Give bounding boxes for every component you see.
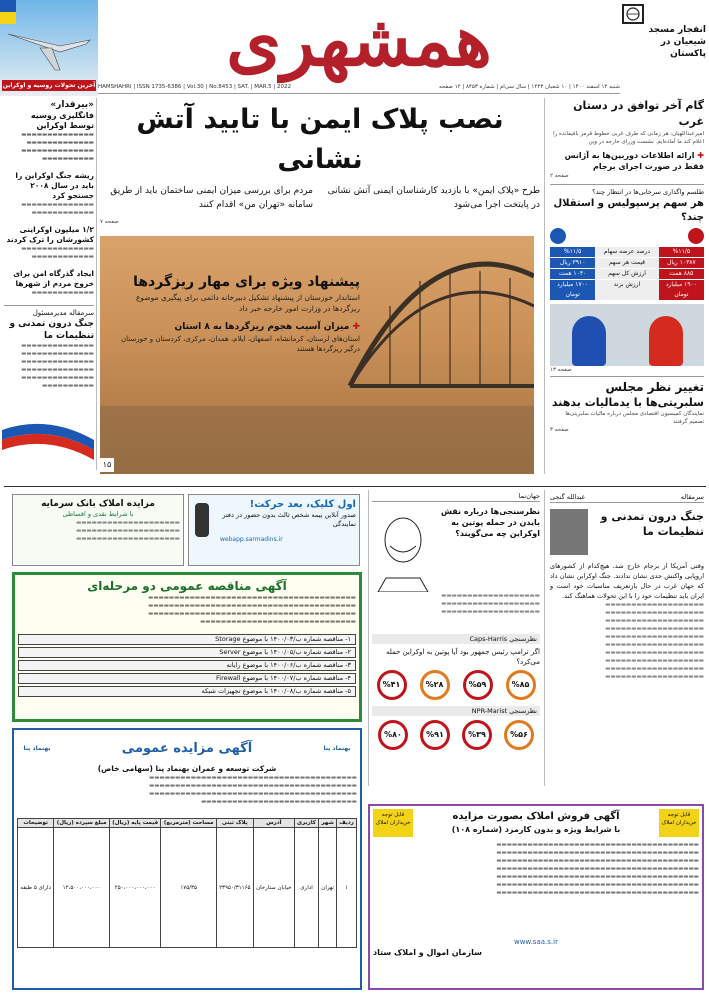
stats-row: ۸۸۵ همت ارزش کل سهم ۱۰۳۰ همت bbox=[550, 269, 704, 279]
rail-item-text: فانگلیری روسیه توسط اوکراین bbox=[30, 111, 94, 130]
poll-section: جهان‌نما نظرسنجی‌ها درباره نقش بایدن در حمله پوتین به اوکراین چه می‌گویند؟ ▬▬▬▬▬▬▬▬▬▬▬▬▬▬▬▬▬▬▬ ▬▬▬▬▬▬▬▬▬▬▬▬▬▬▬▬▬▬▬ ▬▬▬▬▬▬▬▬▬▬▬▬▬▬▬▬▬▬▬ نظرسنجی Caps-Harris اگر ترامپ رئیس جمهور بود آیا پوتین به اوکراین حمله می‌کرد؟ %۸۵ %۵۹ %۲۸ %۴۱ نظرسنجی NPR-Marist %۵۶ %۳۹ %۹۱ %۸۰ bbox=[372, 492, 540, 784]
sale-ad-website[interactable]: www.saa.s.ir bbox=[514, 938, 558, 946]
story2-title[interactable]: هر سهم پرسپولیس و استقلال چند؟ bbox=[553, 198, 704, 223]
bank-ad-title: مزایده املاک بانک سرمایه bbox=[41, 499, 155, 509]
brand-logo-right: بهنماد پنا bbox=[323, 744, 351, 752]
tender-title: آگهی مناقصه عمومی دو مرحله‌ای bbox=[87, 579, 287, 593]
left-rail: «بیرقدار» فانگلیری روسیه توسط اوکراین ▬▬▬▬▬▬▬▬▬▬▬▬▬▬ ▬▬▬▬▬▬▬▬▬▬▬▬▬ ▬▬▬▬▬▬▬▬▬▬▬▬▬▬ ▬▬▬▬▬▬▬▬▬▬ ریشه جنگ اوکراین را باید در سال ۲۰۰۸ جستجو کرد ▬▬▬▬▬▬▬▬▬▬▬▬▬▬ ▬▬▬▬▬▬▬▬▬▬▬▬ ۱/۲ میلیون اوکراینی کشورشان را ترک کردند ▬▬▬▬▬▬▬▬▬▬▬▬▬▬ ▬▬▬▬▬▬▬▬▬▬▬▬ ایجاد گذرگاه امن برای خروج مردم از شهرها ▬▬▬▬▬▬▬▬▬▬▬▬ سرمقاله مدیرمسئول جنگ درون تمدنی و تنظیمات ما ▬▬▬▬▬▬▬▬▬▬▬▬▬▬ ▬▬▬▬▬▬▬▬▬▬▬▬▬▬ ▬▬▬▬▬▬▬▬▬▬▬▬▬▬ ▬▬▬▬▬▬▬▬▬▬▬▬▬▬ ▬▬▬▬▬▬▬▬▬▬▬▬▬▬ ▬▬▬▬▬▬▬▬▬▬ bbox=[4, 98, 94, 470]
section-tag: جهان‌نما bbox=[372, 492, 540, 502]
tender-item: ۱- مناقصه شماره ب/۱۴۰۰/۰۳ با موضوع Storage bbox=[18, 634, 356, 645]
tender-item: ۵- مناقصه شماره ب/۱۴۰۰/۰۸ با موضوع تجهیزات شبکه bbox=[18, 686, 356, 697]
author-photo bbox=[550, 509, 588, 555]
lead-headline[interactable]: نصب پلاک ایمن با تایید آتش نشانی bbox=[136, 104, 504, 175]
poll1-quote: اگر ترامپ رئیس جمهور بود آیا پوتین به اوکراین حمله می‌کرد؟ bbox=[385, 648, 540, 666]
issue-line-persian: شنبه ۱۴ اسفند ۱۴۰۰ | ۱۰ شعبان ۱۴۴۳ | سال سی‌ام | شماره ۸۴۵۳ | ۱۲ صفحه bbox=[438, 84, 620, 90]
masthead bbox=[98, 2, 620, 84]
auction-table-header: ردیف شهر کاربری آدرس پلاک ثبتی مساحت (مترمربع) قیمت پایه (ریال) مبلغ سپرده (ریال) توضیحات bbox=[18, 819, 357, 828]
story3-title[interactable]: تغییر نظر مجلس bbox=[550, 376, 704, 395]
story1-text: امیرعبداللهیان: هر زمانی که طرف غربی خطوط قرمز باقیمانده را اعلام کند ما آماده‌ایم. نشست وزرای خارجه در وین bbox=[553, 131, 704, 145]
fan-red bbox=[649, 316, 683, 366]
poll-value: %۸۵ bbox=[506, 670, 536, 700]
tender-item: ۴- مناقصه شماره ب/۱۴۰۰/۰۷ با موضوع Firewall bbox=[18, 673, 356, 684]
photo-subtext: استان‌های لرستان، کرمانشاه، اصفهان، ایلام، همدان، مرکزی، کردستان و خوزستان درگیر ریزگردها هستند bbox=[120, 335, 360, 353]
poll-value: %۵۹ bbox=[463, 670, 493, 700]
table-row: ۱ تهران اداری خیابان ستارخان ۲۳۹۵۰/۳۱۱۶۵ ۱۷۵/۳۵ ۲۵۰،۰۰۰،۰۰۰،۰۰۰ ۱۲،۵۰۰،۰۰۰،۰۰۰ دارای ۵ طبقه bbox=[18, 828, 357, 948]
editorial-title: جنگ درون تمدنی و تنظیمات ما bbox=[9, 319, 94, 341]
insurance-ad-text: صدور آنلاین بیمه شخص ثالث بدون حضور در دفتر نمایندگی bbox=[222, 511, 356, 528]
rail-item-title: ایجاد گذرگاه امن برای خروج مردم از شهرها bbox=[13, 269, 94, 288]
story1-title[interactable]: گام آخر توافق در دستان غرب bbox=[573, 99, 704, 128]
sale-ad-title: آگهی فروش املاک بصورت مزایده bbox=[452, 811, 620, 822]
byline: عبدالله گنجی bbox=[550, 493, 586, 501]
editorial-title[interactable]: جنگ درون تمدنی و تنظیمات ما bbox=[600, 510, 704, 538]
editorial: سرمقاله عبدالله گنجی جنگ درون تمدنی و تنظیمات ما وقتی آمریکا از برجام خارج شد، هیچ‌کدام از کشورهای اروپایی واکنش جدی نشان ندادند. جنگ اوکراین نشان داد که جهان غرب در حال بازتعریف مناسبات خود است و ایران باید تنظیمات خود را با این تحولات هماهنگ کند. ▬▬▬▬▬▬▬▬▬▬▬▬▬▬▬▬▬▬▬ ▬▬▬▬▬▬▬▬▬▬▬▬▬▬▬▬▬▬▬ ▬▬▬▬▬▬▬▬▬▬▬▬▬▬▬▬▬▬▬ ▬▬▬▬▬▬▬▬▬▬▬▬▬▬▬▬▬▬▬ ▬▬▬▬▬▬▬▬▬▬▬▬▬▬▬▬▬▬▬ ▬▬▬▬▬▬▬▬▬▬▬▬▬▬▬▬▬▬▬ ▬▬▬▬▬▬▬▬▬▬▬▬▬▬▬▬▬▬▬ ▬▬▬▬▬▬▬▬▬▬▬▬▬▬▬▬▬▬▬ ▬▬▬▬▬▬▬▬▬▬▬▬▬▬▬▬▬▬▬ ▬▬▬▬▬▬▬▬▬▬▬▬▬▬▬▬▬▬▬ bbox=[550, 493, 704, 680]
stats-row: %۱۱/۵ درصد عرضه سهام %۱۱/۵ bbox=[550, 247, 704, 257]
auction-ad[interactable]: بهنماد پنا آگهی مزایده عمومی بهنماد پنا شرکت توسعه و عمران بهنماد پنا (سهامی خاص) ▬▬▬▬▬▬▬▬▬▬▬▬▬▬▬▬▬▬▬▬▬▬▬▬▬▬▬▬▬▬▬▬▬▬▬▬▬▬▬▬ ▬▬▬▬▬▬▬▬▬▬▬▬▬▬▬▬▬▬▬▬▬▬▬▬▬▬▬▬▬▬▬▬▬▬▬▬▬▬▬▬ ▬▬▬▬▬▬▬▬▬▬▬▬▬▬▬▬▬▬▬▬▬▬▬▬▬▬▬▬▬▬▬▬▬▬▬▬▬▬▬▬ ▬▬▬▬▬▬▬▬▬▬▬▬▬▬▬▬▬▬▬▬▬▬▬▬▬▬▬▬▬▬ ردیف شهر کاربری آدرس پلاک ثبتی مساحت (مترمربع) قیمت پایه (ریال) مبلغ سپرده (ریال) توضیحات ۱ تهران اداری خیابان ستارخان ۲۳۹۵۰/۳۱۱۶۵ ۱۷۵/۳۵ ۲۵۰،۰۰۰،۰۰۰،۰۰۰ ۱۲،۵۰۰،۰۰۰،۰۰۰ دارای ۵ طبقه bbox=[12, 728, 362, 990]
page-ref: صفحه ۷ bbox=[100, 219, 119, 225]
poll1-label: نظرسنجی Caps-Harris bbox=[372, 634, 540, 644]
plus-icon: ✚ bbox=[694, 151, 704, 160]
photo-text: استاندار خوزستان از پیشنهاد تشکیل دبیرخانه دائمی برای پیگیری موضوع ریزگردها در وزارت امور خارجه خبر داد bbox=[135, 293, 360, 313]
poll-value: %۲۸ bbox=[420, 670, 450, 700]
insurance-ad-url[interactable]: webapp.sarmadins.ir bbox=[220, 536, 283, 543]
issue-line-latin: HAMSHAHRI | ISSN 1735-6386 | Vol.30 | No.8453 | SAT. | MAR.5 | 2022 bbox=[98, 84, 292, 90]
stats-row: ۱۹۰۰ میلیارد تومان ارزش برند ۱۷۰۰ میلیارد تومان bbox=[550, 280, 704, 300]
tender-item: ۲- مناقصه شماره ب/۱۴۰۰/۰۵ با موضوع Server bbox=[18, 647, 356, 658]
persepolis-logo-icon bbox=[688, 228, 704, 244]
poll-value: %۵۶ bbox=[504, 720, 534, 750]
poll-value: %۴۱ bbox=[377, 670, 407, 700]
bank-ad[interactable]: مزایده املاک بانک سرمایه با شرایط نقدی و اقساطی ▬▬▬▬▬▬▬▬▬▬▬▬▬▬▬▬▬▬▬▬ ▬▬▬▬▬▬▬▬▬▬▬▬▬▬▬▬▬▬▬▬ ▬▬▬▬▬▬▬▬▬▬▬▬▬▬▬▬▬▬▬▬ bbox=[12, 494, 184, 566]
poll2-label: نظرسنجی NPR-Marist bbox=[372, 706, 540, 716]
rail-item-title: «بیرقدار» bbox=[50, 100, 94, 110]
tender-ad[interactable]: آگهی مناقصه عمومی دو مرحله‌ای ▬▬▬▬▬▬▬▬▬▬▬▬▬▬▬▬▬▬▬▬▬▬▬▬▬▬▬▬▬▬▬▬▬▬▬▬▬▬▬▬ ▬▬▬▬▬▬▬▬▬▬▬▬▬▬▬▬▬▬▬▬▬▬▬▬▬▬▬▬▬▬▬▬▬▬▬▬▬▬▬▬ ▬▬▬▬▬▬▬▬▬▬▬▬▬▬▬▬▬▬▬▬▬▬▬▬▬▬▬▬▬▬▬▬▬▬▬▬▬▬▬▬ ▬▬▬▬▬▬▬▬▬▬▬▬▬▬▬▬▬▬▬▬▬▬▬▬▬▬▬▬▬▬ ۱- مناقصه شماره ب/۱۴۰۰/۰۳ با موضوع Storage ۲- مناقصه شماره ب/۱۴۰۰/۰۵ با موضوع Server ۳- مناقصه شماره ب/۱۴۰۰/۰۶ با موضوع رایانه ۴- مناقصه شماره ب/۱۴۰۰/۰۷ با موضوع Firewall ۵- مناقصه شماره ب/۱۴۰۰/۰۸ با موضوع تجهیزات شبکه bbox=[12, 572, 362, 722]
rail-item-title: ۱/۲ میلیون اوکراینی کشورشان را ترک کردند bbox=[6, 225, 94, 244]
auction-company: شرکت توسعه و عمران بهنماد پنا (سهامی خاص) bbox=[97, 764, 277, 773]
bank-ad-sub: با شرایط نقدی و اقساطی bbox=[62, 510, 134, 518]
right-column bbox=[550, 98, 704, 478]
lead-story bbox=[100, 100, 540, 225]
poll-value: %۸۰ bbox=[378, 720, 408, 750]
notice-badge-right: قابل توجه خریداران املاک bbox=[659, 809, 699, 837]
story2-kicker: طلسم واگذاری سرخابی‌ها در انتظار چند؟ bbox=[550, 184, 704, 197]
fan-blue bbox=[572, 316, 606, 366]
auction-table bbox=[17, 818, 357, 948]
insurance-ad[interactable] bbox=[188, 494, 360, 566]
photo-headline[interactable]: پیشنهاد ویژه برای مهار ریزگردها bbox=[133, 274, 360, 290]
poll-value: %۳۹ bbox=[462, 720, 492, 750]
page-ref: صفحه ۳ bbox=[550, 427, 569, 433]
issue-info-bar bbox=[98, 84, 620, 94]
story3-text: نمایندگان کمیسیون اقتصادی مجلس درباره مالیات سلبریتی‌ها تصمیم گرفتند bbox=[565, 411, 704, 425]
club-logos bbox=[550, 228, 704, 244]
insurance-ad-title: اول کلیک، بعد حرکت! bbox=[249, 499, 356, 510]
rail-item-title: ریشه جنگ اوکراین را باید در سال ۲۰۰۸ جستجو کرد bbox=[15, 171, 94, 200]
story1-bullet: ✚ ارائه اطلاعات دوربین‌ها به آژانس فقط در صورت اجرای برجام bbox=[564, 151, 704, 171]
section-label: سرمقاله مدیرمسئول bbox=[4, 305, 94, 318]
photo-dust-bridge bbox=[100, 236, 534, 474]
auction-title: آگهی مزایده عمومی bbox=[121, 740, 253, 756]
newspaper-logo: همشهری bbox=[226, 0, 492, 82]
page-ref: صفحه ۱۳ bbox=[550, 367, 572, 373]
section-label: سرمقاله bbox=[680, 493, 704, 501]
fans-photo bbox=[550, 304, 704, 366]
property-sale-ad[interactable]: قابل توجه خریداران املاک آگهی فروش املاک بصورت مزایده با شرایط ویژه و بدون کارمزد (شماره ۱۰۸) قابل توجه خریداران املاک ▬▬▬▬▬▬▬▬▬▬▬▬▬▬▬▬▬▬▬▬▬▬▬▬▬▬▬▬▬▬▬▬▬▬▬▬▬▬▬ ▬▬▬▬▬▬▬▬▬▬▬▬▬▬▬▬▬▬▬▬▬▬▬▬▬▬▬▬▬▬▬▬▬▬▬▬▬▬▬ ▬▬▬▬▬▬▬▬▬▬▬▬▬▬▬▬▬▬▬▬▬▬▬▬▬▬▬▬▬▬▬▬▬▬▬▬▬▬▬ ▬▬▬▬▬▬▬▬▬▬▬▬▬▬▬▬▬▬▬▬▬▬▬▬▬▬▬▬▬▬▬▬▬▬▬▬▬▬▬ ▬▬▬▬▬▬▬▬▬▬▬▬▬▬▬▬▬▬▬▬▬▬▬▬▬▬▬▬▬▬▬▬▬▬▬▬▬▬▬ ▬▬▬▬▬▬▬▬▬▬▬▬▬▬▬▬▬▬▬▬▬▬▬▬▬▬▬▬▬▬▬▬▬▬▬▬▬▬▬ ▬▬▬▬▬▬▬▬▬▬▬▬▬▬▬▬▬▬▬▬▬▬▬▬▬▬▬▬▬▬▬▬▬▬▬▬▬▬▬ www.saa.s.ir سازمان اموال و املاک ستاد bbox=[368, 804, 704, 990]
lead-column-1: طرح «پلاک ایمن» با بازدید کارشناسان ایمنی آتش نشانی در پایتخت اجرا می‌شود bbox=[327, 186, 540, 210]
flag-graphic bbox=[2, 410, 94, 470]
tender-item: ۳- مناقصه شماره ب/۱۴۰۰/۰۶ با موضوع رایانه bbox=[18, 660, 356, 671]
sale-ad-org: سازمان اموال و املاک ستاد bbox=[373, 948, 482, 957]
traffic-light-icon bbox=[195, 503, 209, 537]
cover-photo-drone bbox=[0, 0, 98, 96]
teaser-headline: انفجار مسجد شیعیان در پاکستان bbox=[648, 25, 706, 59]
lead-column-2: مردم برای بررسی میزان ایمنی ساختمان باید از طریق سامانه «تهران من» اقدام کنند bbox=[110, 186, 313, 210]
poll-caption[interactable]: نظرسنجی‌ها درباره نقش بایدن در حمله پوتین به اوکراین چه می‌گویند؟ bbox=[440, 507, 540, 538]
biden-cartoon bbox=[372, 506, 434, 592]
stats-row: ۱۰۳۸۷ ریال قیمت هر سهم ۳۹۱۰ ریال bbox=[550, 258, 704, 268]
brand-logo-left: بهنماد پنا bbox=[23, 744, 51, 752]
drone-illustration bbox=[0, 0, 98, 80]
photo-story-text bbox=[120, 272, 360, 354]
esteghlal-logo-icon bbox=[550, 228, 566, 244]
stats-table bbox=[550, 247, 704, 300]
notice-badge-left: قابل توجه خریداران املاک bbox=[373, 809, 413, 837]
sale-ad-subtitle: با شرایط ویژه و بدون کارمزد (شماره ۱۰۸) bbox=[451, 825, 621, 834]
globe-badge-icon bbox=[622, 4, 644, 24]
editorial-text: وقتی آمریکا از برجام خارج شد، هیچ‌کدام از کشورهای اروپایی واکنش جدی نشان ندادند. جنگ اوکراین نشان داد که جهان غرب در حال بازتعریف مناسبات خود است و ایران باید تنظیمات خود را با این تحولات هماهنگ کند. bbox=[550, 562, 704, 600]
plus-icon: ✚ bbox=[349, 322, 360, 332]
photo-subhead: ✚ میزان آسیب هجوم ریزگردها به ۸ استان bbox=[174, 322, 360, 332]
page-badge: ۱۵ bbox=[100, 458, 114, 472]
story3-sub[interactable]: سلبریتی‌ها با یدمالیات بدهند bbox=[551, 396, 704, 409]
page-ref: صفحه ۲ bbox=[550, 173, 569, 179]
ads-row-top bbox=[12, 494, 362, 566]
top-right-teaser bbox=[622, 4, 706, 90]
poll-value: %۹۱ bbox=[420, 720, 450, 750]
cover-caption: آخرین تحولات روسیه و اوکراین bbox=[2, 82, 96, 89]
